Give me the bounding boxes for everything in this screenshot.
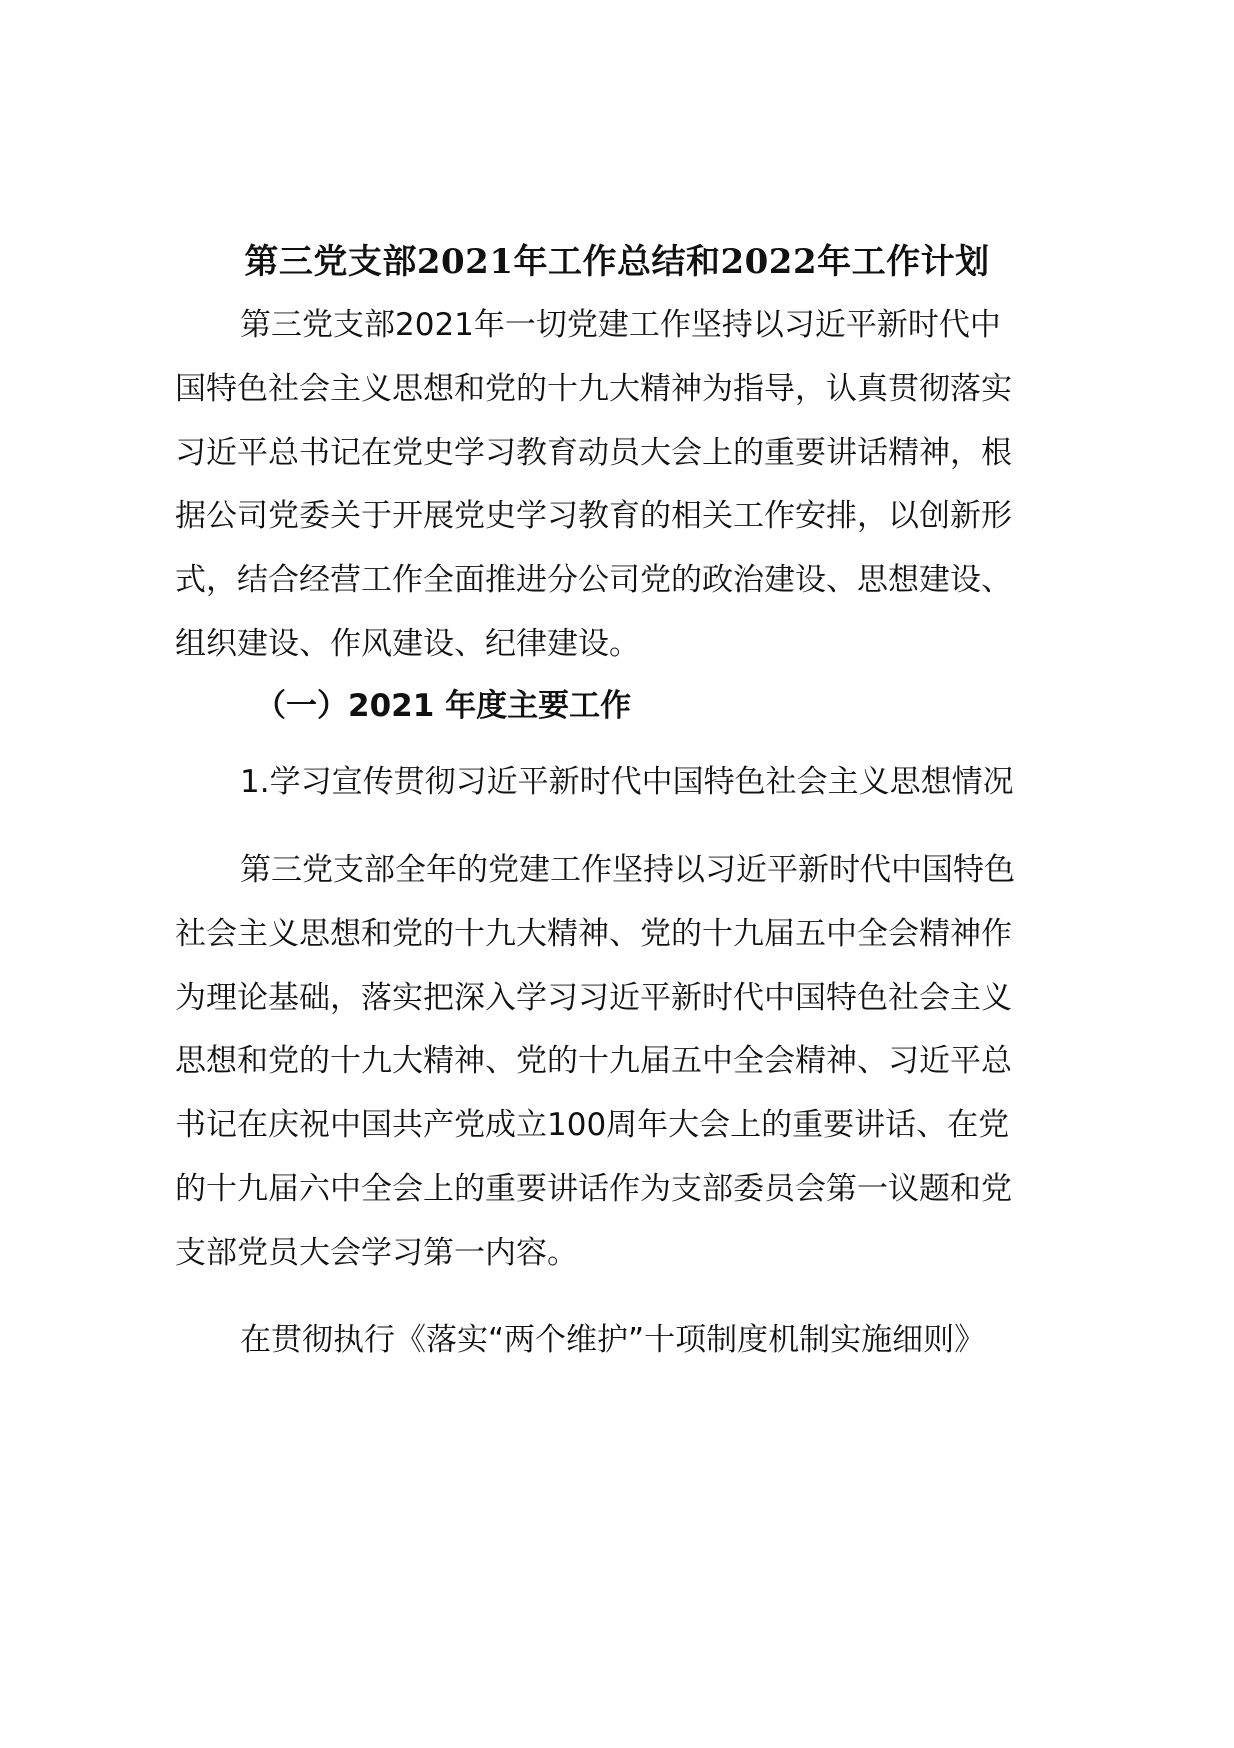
document-title: 第三党支部2021年工作总结和2022年工作计划 xyxy=(244,242,990,282)
intro-line-5: 式，结合经营工作全面推进分公司党的政治建设、思想建设、 xyxy=(175,562,1012,598)
body-line-2: 社会主义思想和党的十九大精神、党的十九届五中全会精神作 xyxy=(175,916,1012,952)
intro-line-4: 据公司党委关于开展党史学习教育的相关工作安排，以创新形 xyxy=(175,498,1012,534)
body-line-3: 为理论基础，落实把深入学习习近平新时代中国特色社会主义 xyxy=(175,980,1012,1016)
body-line-1: 第三党支部全年的党建工作坚持以习近平新时代中国特色 xyxy=(240,852,1015,888)
body-line-6: 的十九届六中全会上的重要讲话作为支部委员会第一议题和党 xyxy=(175,1171,1012,1207)
subheading: 1.学习宣传贯彻习近平新时代中国特色社会主义思想情况 xyxy=(240,764,1014,800)
intro-line-2: 国特色社会主义思想和党的十九大精神为指导，认真贯彻落实 xyxy=(175,371,1012,407)
body-line-5: 书记在庆祝中国共产党成立100周年大会上的重要讲话、在党 xyxy=(175,1107,1010,1143)
intro-line-3: 习近平总书记在党史学习教育动员大会上的重要讲话精神，根 xyxy=(175,435,1012,471)
body-line-4: 思想和党的十九大精神、党的十九届五中全会精神、习近平总 xyxy=(175,1043,1012,1079)
body-line-7: 支部党员大会学习第一内容。 xyxy=(175,1235,578,1271)
continuation-line: 在贯彻执行《落实“两个维护”十项制度机制实施细则》 xyxy=(240,1322,986,1358)
intro-line-1: 第三党支部2021年一切党建工作坚持以习近平新时代中 xyxy=(240,307,1001,343)
intro-line-6: 组织建设、作风建设、纪律建设。 xyxy=(175,626,640,662)
section-heading: （一）2021 年度主要工作 xyxy=(255,688,632,724)
